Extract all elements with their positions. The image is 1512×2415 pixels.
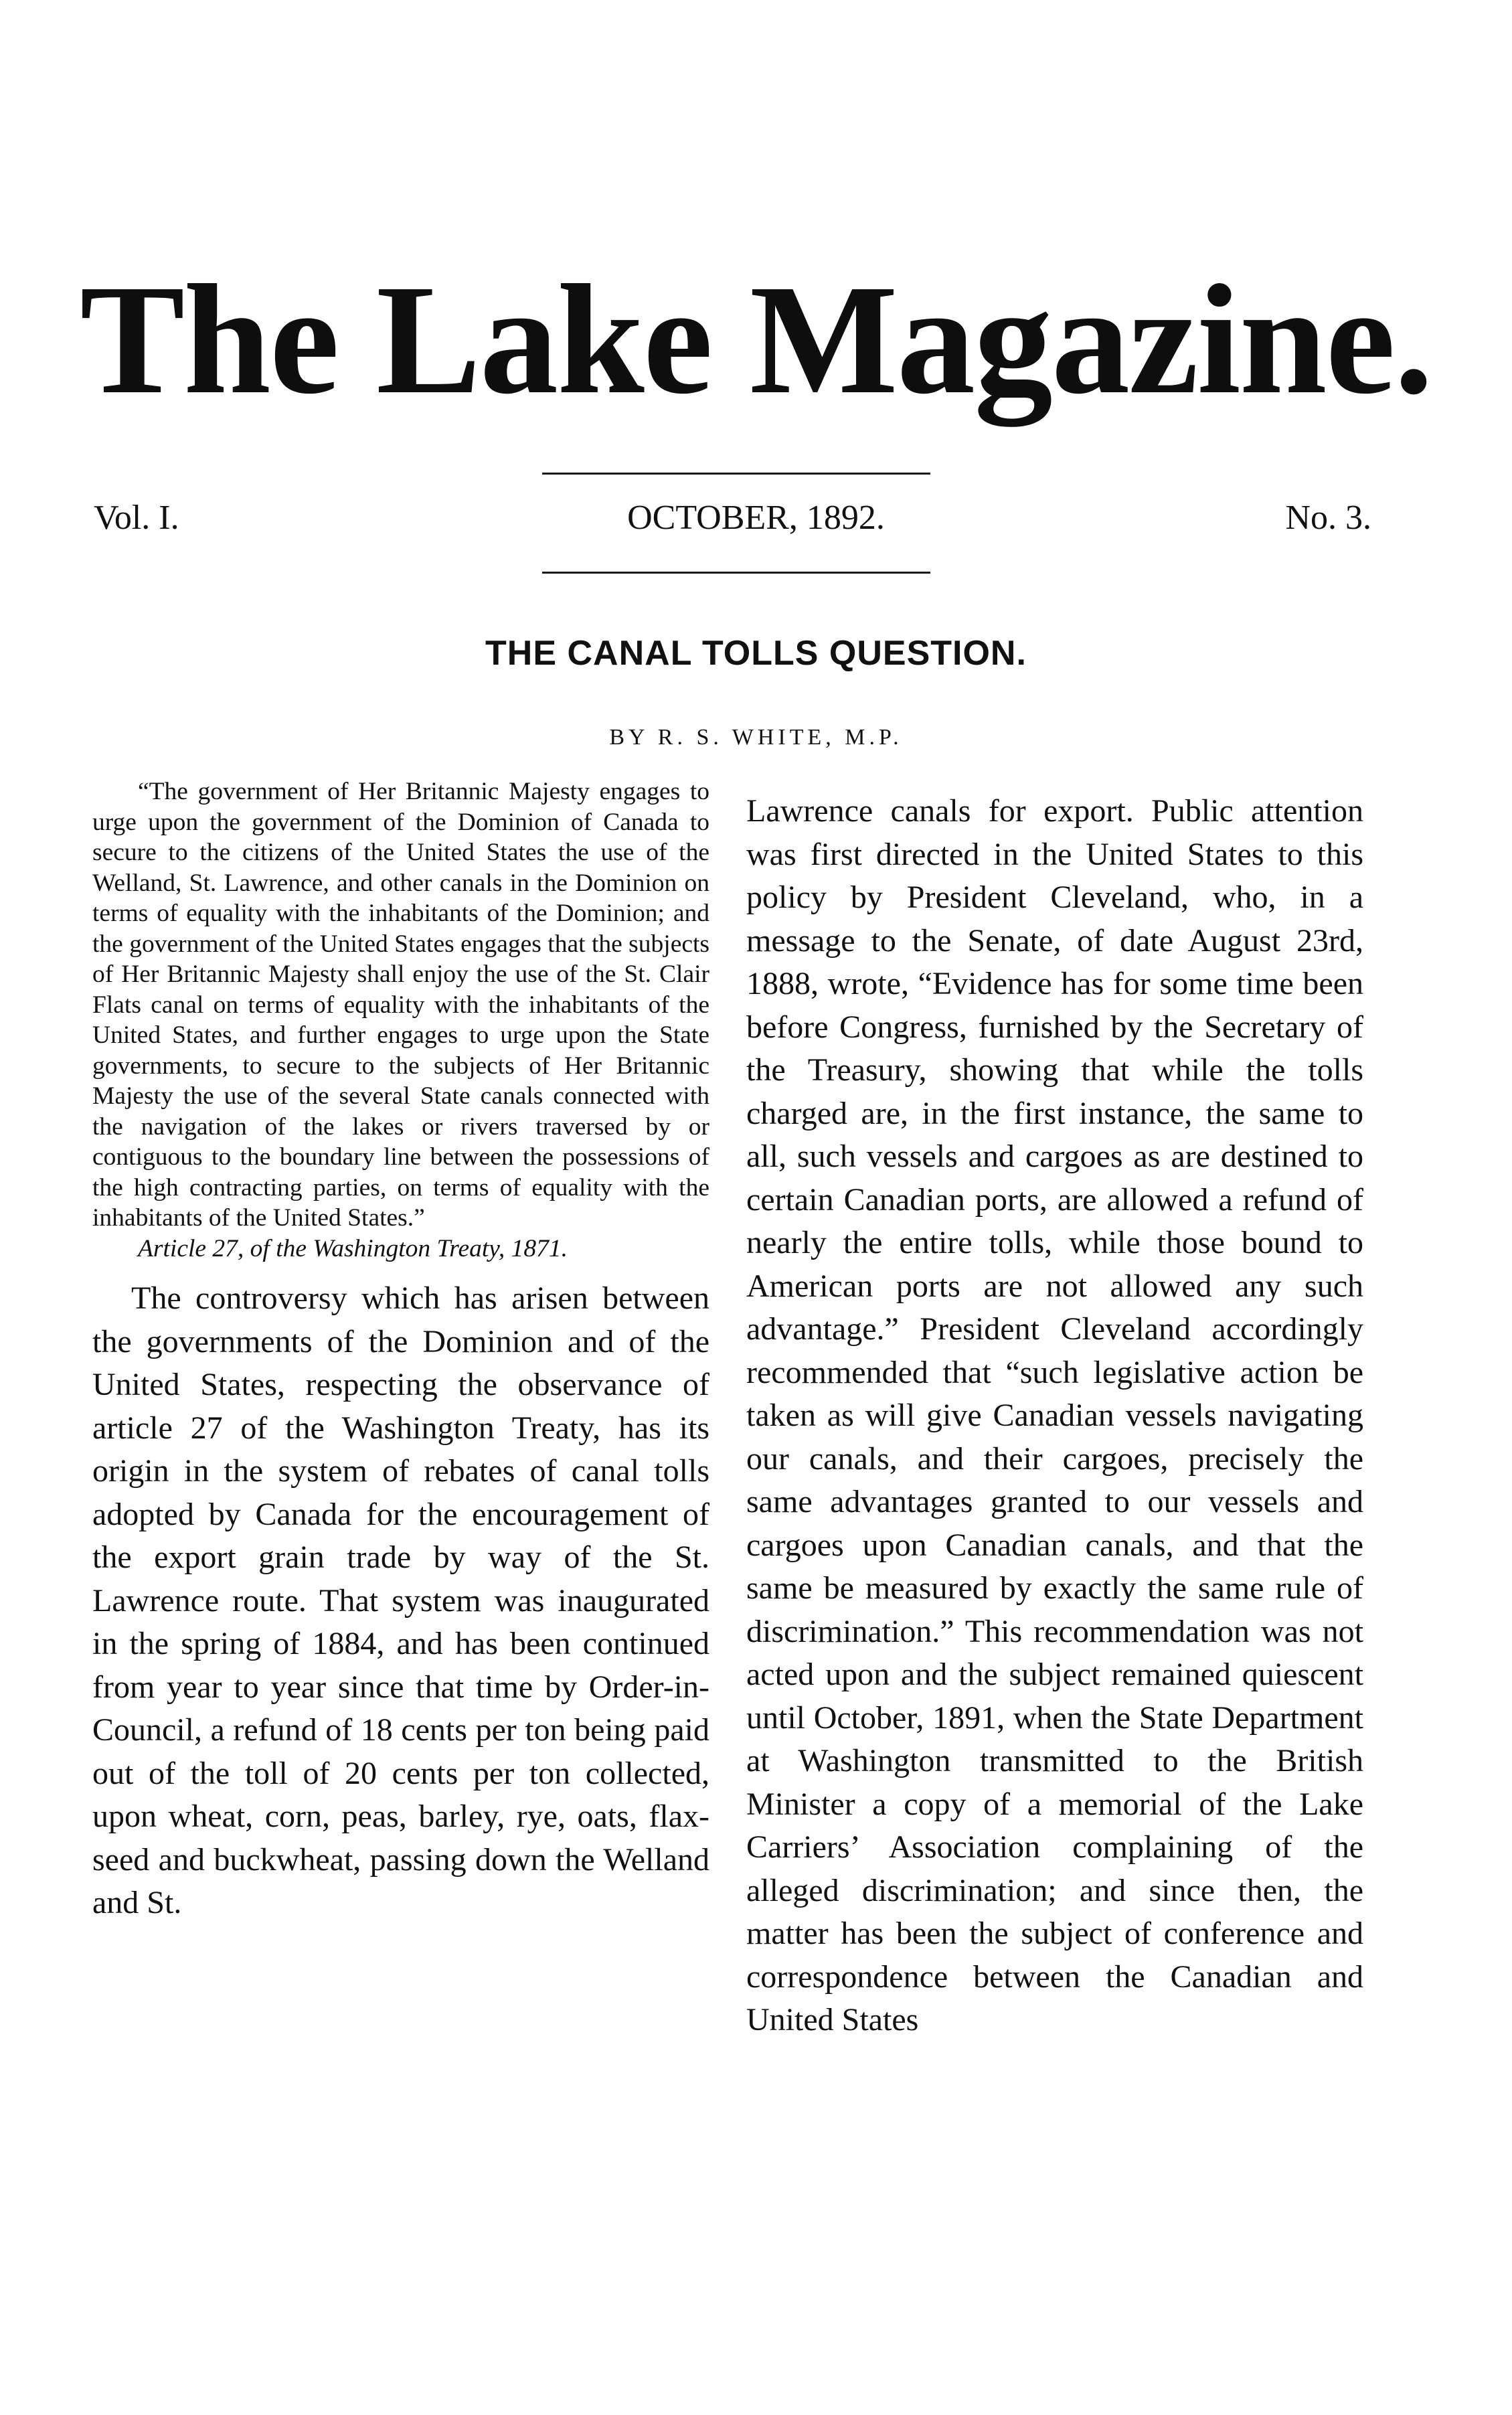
right-column xyxy=(746,776,1363,2042)
left-column-body: The controversy which has arisen between the governments of the Dominion and of the United States, respecting the observance of article 27 of the Washington Treaty, has its origin in the system of rebates of canal tolls adopted by Canada for the encouragement of the export grain trade by way of the St. Lawrence route. That system was inaugurated in the spring of 1884, and has been continued from year to year since that time by Order-in-Council, a refund of 18 cents per ton being paid out of the toll of 20 cents per ton collected, upon wheat, corn, peas, barley, rye, oats, flax-seed and buckwheat, passing down the Welland and St. xyxy=(92,1280,709,1920)
volume-label: Vol. I. xyxy=(94,499,179,537)
header-rule-top xyxy=(542,473,930,475)
issue-number: No. 3. xyxy=(1285,499,1371,537)
treaty-quote-citation: Article 27, of the Washington Treaty, 1871. xyxy=(138,1234,568,1262)
right-column-body: Lawrence canals for export. Public attention was first directed in the United States to this policy by President Cleveland, who, in a message to the Senate, of date August 23rd, 1888, wrote, “Evidence has for some time been before Congress, furnished by the Secretary of the Treasury, showing that while the tolls charged are, in the first instance, the same to all, such vessels and cargoes as are destined to certain Canadian ports, are allowed a refund of nearly the entire tolls, while those bound to American ports are not allowed any such advantage.” President Cleveland accordingly recommended that “such legislative action be taken as will give Canadian vessels navigating our canals, and their cargoes, precisely the same advantages granted to our vessels and cargoes upon Canadian canals, and that the same be measured by exactly the same rule of discrimination.” This recommendation was not acted upon and the subject remained quiescent until October, 1891, when the State Department at Washington transmitted to the British Minister a copy of a memorial of the Lake Carriers’ Association complaining of the alleged discrimination; and since then, the matter has been the subject of conference and correspondence between the Canadian and United States xyxy=(746,793,1363,2037)
magazine-masthead: The Lake Magazine. xyxy=(80,252,1432,426)
article-title: THE CANAL TOLLS QUESTION. xyxy=(485,634,1027,673)
left-column xyxy=(92,776,709,1925)
header-rule-bottom xyxy=(542,572,930,574)
article-byline: BY R. S. WHITE, M.P. xyxy=(609,725,903,750)
treaty-quote-text: “The government of Her Britannic Majesty engages to urge upon the government of the Dominion of Canada to secure to the citizens of the United States the use of the Welland, St. Lawrence, and other canals in the Dominion on terms of equality with the inhabitants of the Dominion; and the government of the United States engages that the subjects of Her Britannic Majesty shall enjoy the use of the St. Clair Flats canal on terms of equality with the inhabitants of the United States, and further engages to urge upon the State governments, to secure to the subjects of Her Britannic Majesty the use of the several State canals connected with the navigation of the lakes or rivers traversed by or contiguous to the boundary line between the possessions of the high contracting parties, on terms of equality with the inhabitants of the United States.” xyxy=(92,778,709,1232)
treaty-quote xyxy=(92,776,709,1264)
issue-date: OCTOBER, 1892. xyxy=(627,499,885,537)
